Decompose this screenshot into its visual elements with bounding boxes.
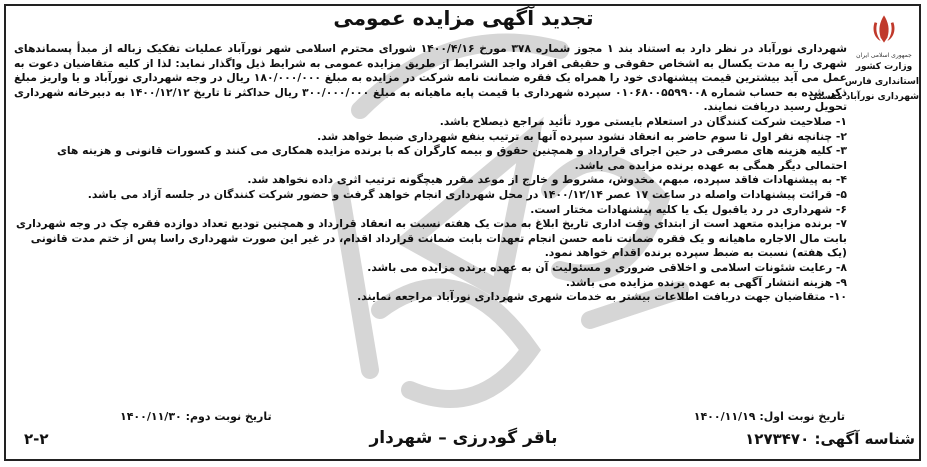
conditions-list — [14, 115, 847, 305]
condition-item: ۱- صلاحیت شرکت کنندگان در استعلام بایستی مورد تأئید مراجع ذیصلاح باشد. — [439, 114, 847, 128]
page-number: ۲-۲ — [24, 430, 49, 448]
org-line-ministry: وزارت کشور — [855, 62, 913, 72]
condition-item: ۸- رعایت شئونات اسلامی و اخلاقی ضروری و مسئولیت آن به عهده برنده مزایده می باشد. — [367, 260, 847, 274]
signer: باقر گودرزی – شهردار — [369, 428, 558, 448]
second-publication-date: تاریخ نوبت دوم: ۱۴۰۰/۱۱/۳۰ — [120, 410, 272, 423]
ad-id: شناسه آگهی: ۱۲۷۳۴۷۰ — [745, 430, 915, 448]
condition-item: ۳- کلیه هزینه های مصرفی در حین اجرای قرارداد و همچنین حقوق و بیمه کارگران که با برنده مزایده همکاری می کنند و کسورات قانونی و هزینه های احتمالی دیگر همگی به عهده برنده مزایده می باشد. — [56, 144, 847, 172]
org-line-municipality: شهرداری نورآباد ممسنی — [809, 92, 919, 102]
first-publication-date: تاریخ نوبت اول: ۱۴۰۰/۱۱/۱۹ — [693, 410, 845, 423]
condition-item: ۴- به پیشنهادات فاقد سپرده، مبهم، مخدوش، مشروط و خارج از موعد مقرر هیچگونه ترتیب اثری داده نخواهد شد. — [247, 173, 847, 187]
condition-item: ۱۰- متقاضیان جهت دریافت اطلاعات بیشتر به خدمات شهری شهرداری نورآباد مراجعه نمایند. — [357, 290, 847, 304]
org-line-province: استانداری فارس — [844, 77, 919, 87]
intro-paragraph: شهرداری نورآباد در نظر دارد به استناد بند ۱ مجوز شماره ۳۷۸ مورخ ۱۴۰۰/۴/۱۶ شورای محترم اسلامی شهر نورآباد عملیات تفکیک زباله از مبدأ پسماندهای شهری را به مدت یکسال به اشخاص حقوقی و حقیقی افراد واجد الشرایط از طریق مزایده عمومی به شرایط ذیل واگذار نماید: لذا از کلیه متقاضیان دعوت به عمل می آید بیشترین قیمت پیشنهادی خود را همراه یک فقره ضمانت نامه شرکت در مزایده به مبلغ ۱۸۰/۰۰۰/۰۰۰ ریال در وجه شهرداری نورآباد و یا واریز مبلغ ذکر شده به حساب شماره ۰۱۰۶۸۰۰۵۵۹۹۰۰۸ سپرده شهرداری با قیمت پایه ماهیانه به مبلغ ۳۰۰/۰۰۰/۰۰۰ ریال حداکثر تا تاریخ ۱۴۰۰/۱۲/۱۲ به دبیرخانه شهرداری تحویل رسید دریافت نمایند. — [14, 42, 847, 114]
condition-item: ۹- هزینه انتشار آگهی به عهده برنده مزایده می باشد. — [565, 275, 847, 289]
emblem-caption: جمهوری اسلامی ایران — [856, 52, 912, 59]
condition-item: ۲- چنانچه نفر اول تا سوم حاضر به انعقاد نشود سپرده آنها به ترتیب بنفع شهرداری ضبط خواهد شد. — [317, 129, 847, 143]
ad-body — [14, 42, 847, 305]
condition-item: ۶- شهرداری در رد یاقبول یک یا کلیه پیشنهادات مختار است. — [530, 202, 847, 216]
condition-item: ۵- قرائت پیشنهادات واصله در ساعت ۱۷ عصر ۱۴۰۰/۱۲/۱۴ در محل شهرداری انجام خواهد گرفت و حضور شرکت کنندگان در جلسه آزاد می باشد. — [87, 187, 847, 201]
condition-item: ۷- برنده مزایده متعهد است از ابتدای وقت اداری تاریخ ابلاغ به مدت یک هفته نسبت به انعقاد قرارداد و همچنین تودیع تعداد دوازده فقره چک در وجه شهرداری بابت مال الاجاره ماهیانه و یک فقره ضمانت نامه حسن انجام تعهدات بابت ضمانت قرارداد اقدام، در غیر این صورت شهرداری راسا پس از ختم مدت قانونی (یک هفته) نسبت به ضبط سپرده برنده اقدام خواهد نمود. — [16, 217, 847, 260]
ad-title: تجدید آگهی مزایده عمومی — [333, 6, 594, 30]
